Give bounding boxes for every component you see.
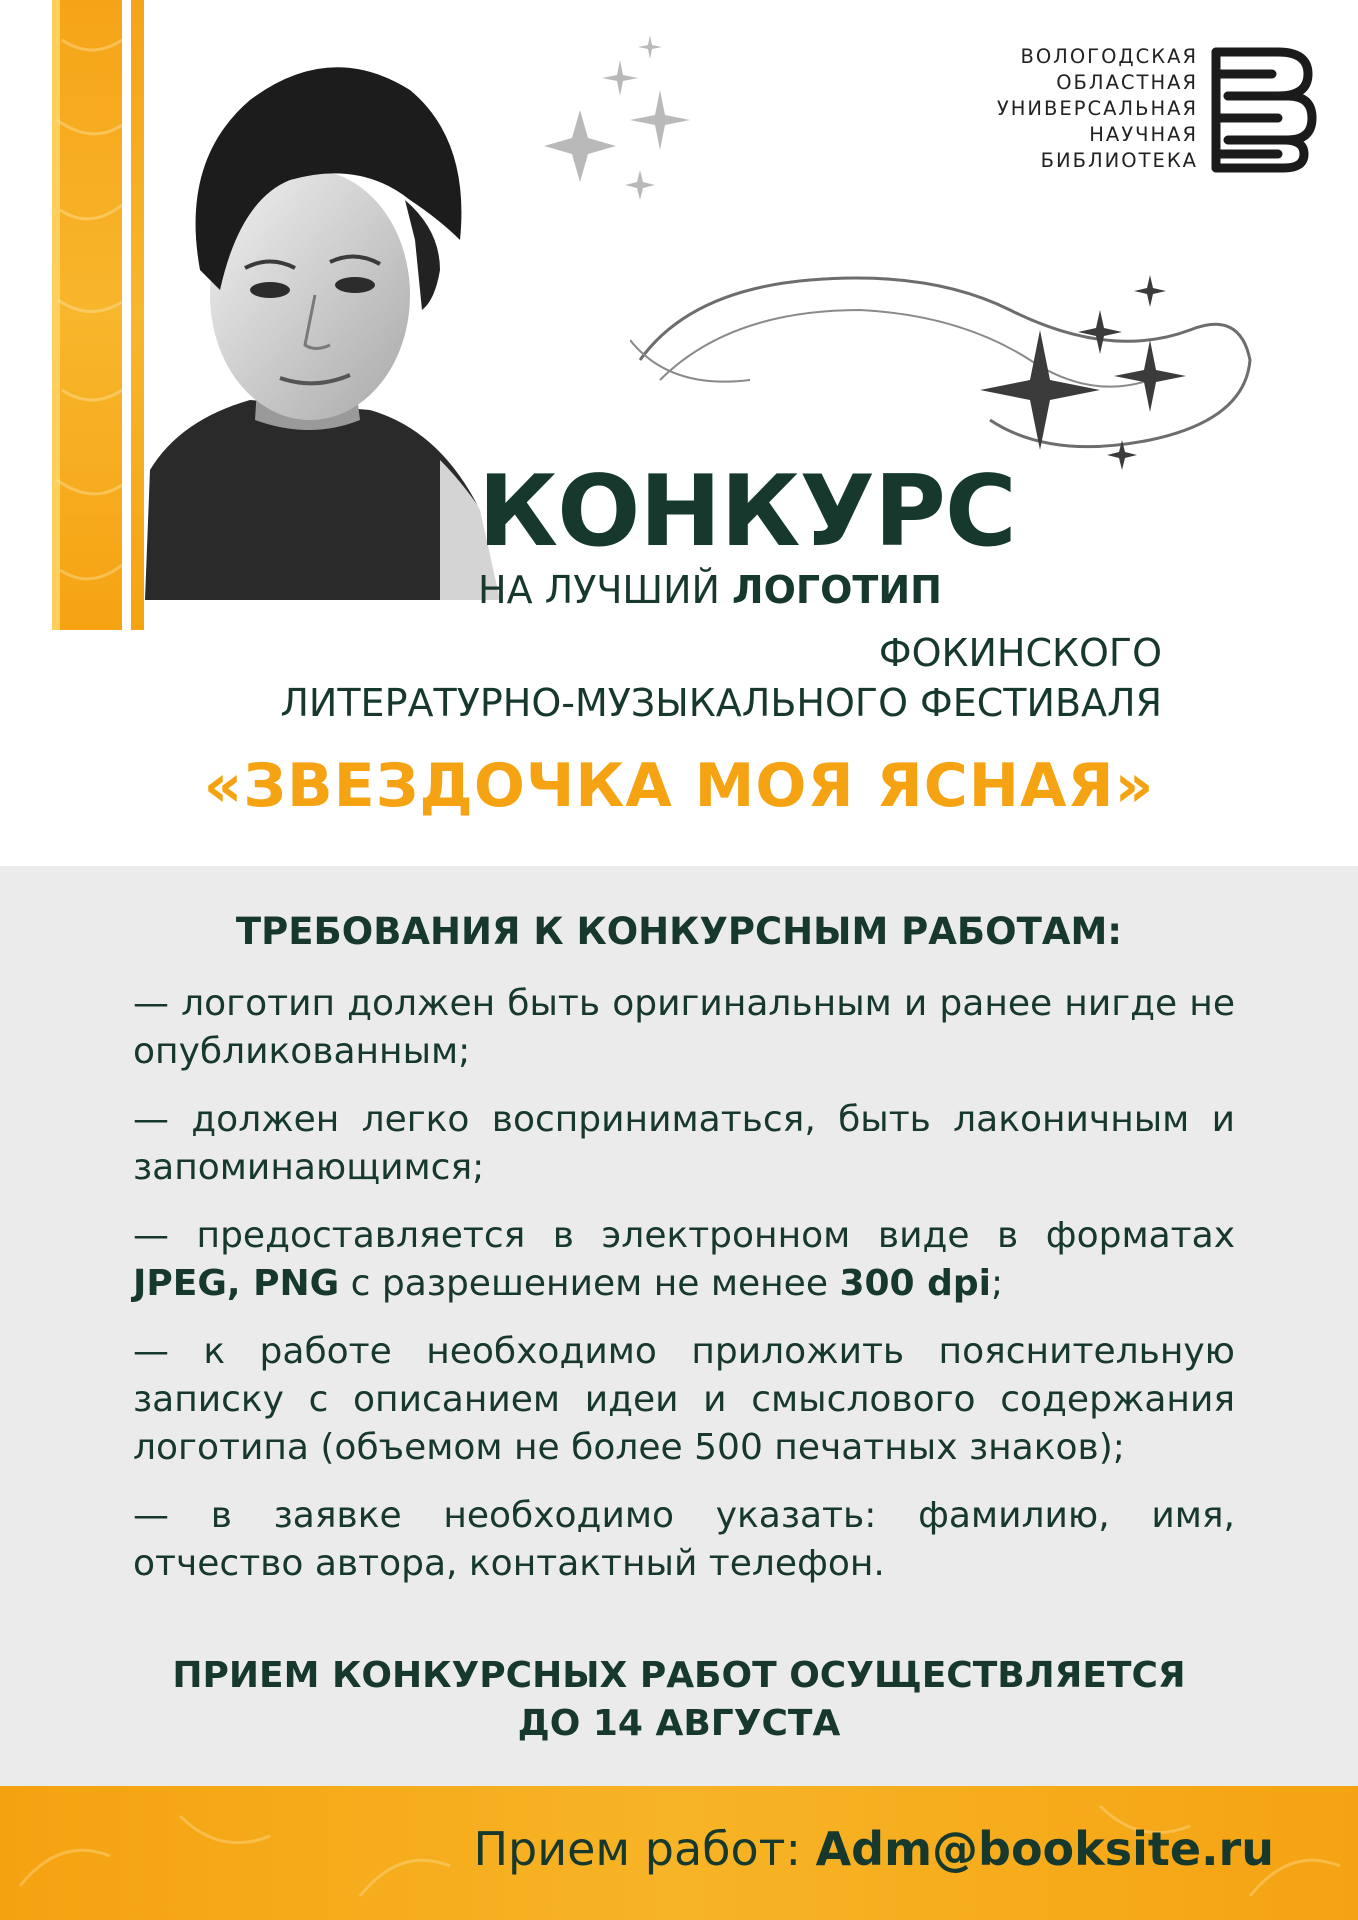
portrait-photo [140, 40, 530, 600]
subtitle [478, 568, 942, 612]
requirements-list [133, 980, 1235, 1608]
logo-line: ВОЛОГОДСКАЯ [1020, 45, 1198, 68]
sparkles-decoration [520, 20, 720, 210]
deadline-line: ПРИЕМ КОНКУРСНЫХ РАБОТ ОСУЩЕСТВЛЯЕТСЯ [172, 1655, 1186, 1696]
library-logo-text [997, 44, 1198, 174]
library-logo [997, 44, 1318, 174]
email-link[interactable]: Adm@booksite.ru [815, 1822, 1274, 1876]
swirl-stars-decoration [630, 270, 1260, 480]
logo-line: ОБЛАСТНАЯ [1056, 71, 1198, 94]
requirement-item: — должен легко восприниматься, быть лаконичным и запоминающимся; [133, 1099, 1235, 1188]
requirement-text: с разрешением не менее [339, 1263, 840, 1304]
requirement-item: — в заявке необходимо указать: фамилию, имя, отчество автора, контактный телефон. [133, 1495, 1235, 1584]
footer-label: Прием работ: [473, 1822, 816, 1876]
requirement-item [133, 1212, 1235, 1308]
requirement-text: — предоставляется в электронном виде в форматах [133, 1215, 1235, 1256]
logo-line: УНИВЕРСАЛЬНАЯ [996, 97, 1198, 120]
subtitle-prefix: НА ЛУЧШИЙ [478, 568, 720, 612]
deadline-notice [0, 1652, 1358, 1748]
main-title: КОНКУРС [478, 455, 1016, 569]
requirement-resolution: 300 dpi [839, 1263, 991, 1304]
logo-line: БИБЛИОТЕКА [1040, 149, 1198, 172]
deadline-line: ДО 14 АВГУСТА [517, 1703, 841, 1744]
requirement-formats: JPEG, PNG [133, 1263, 340, 1304]
festival-line-1: ФОКИНСКОГО [878, 631, 1162, 675]
festival-line-2: ЛИТЕРАТУРНО-МУЗЫКАЛЬНОГО ФЕСТИВАЛЯ [280, 681, 1162, 725]
requirement-text: ; [991, 1263, 1004, 1304]
requirement-item: — к работе необходимо приложить пояснительную записку с описанием идеи и смыслового содержания логотипа (объемом не более 500 печатных знаков); [133, 1331, 1235, 1468]
logo-line: НАУЧНАЯ [1089, 123, 1198, 146]
subtitle-bold: ЛОГОТИП [732, 568, 942, 612]
decorative-orange-bar [52, 0, 144, 630]
footer-contact [473, 1822, 1274, 1876]
festival-name: «ЗВЕЗДОЧКА МОЯ ЯСНАЯ» [203, 751, 1155, 821]
requirement-item: — логотип должен быть оригинальным и ранее нигде не опубликованным; [133, 983, 1235, 1072]
requirements-title: ТРЕБОВАНИЯ К КОНКУРСНЫМ РАБОТАМ: [235, 910, 1123, 953]
library-logo-mark-icon [1208, 44, 1318, 174]
